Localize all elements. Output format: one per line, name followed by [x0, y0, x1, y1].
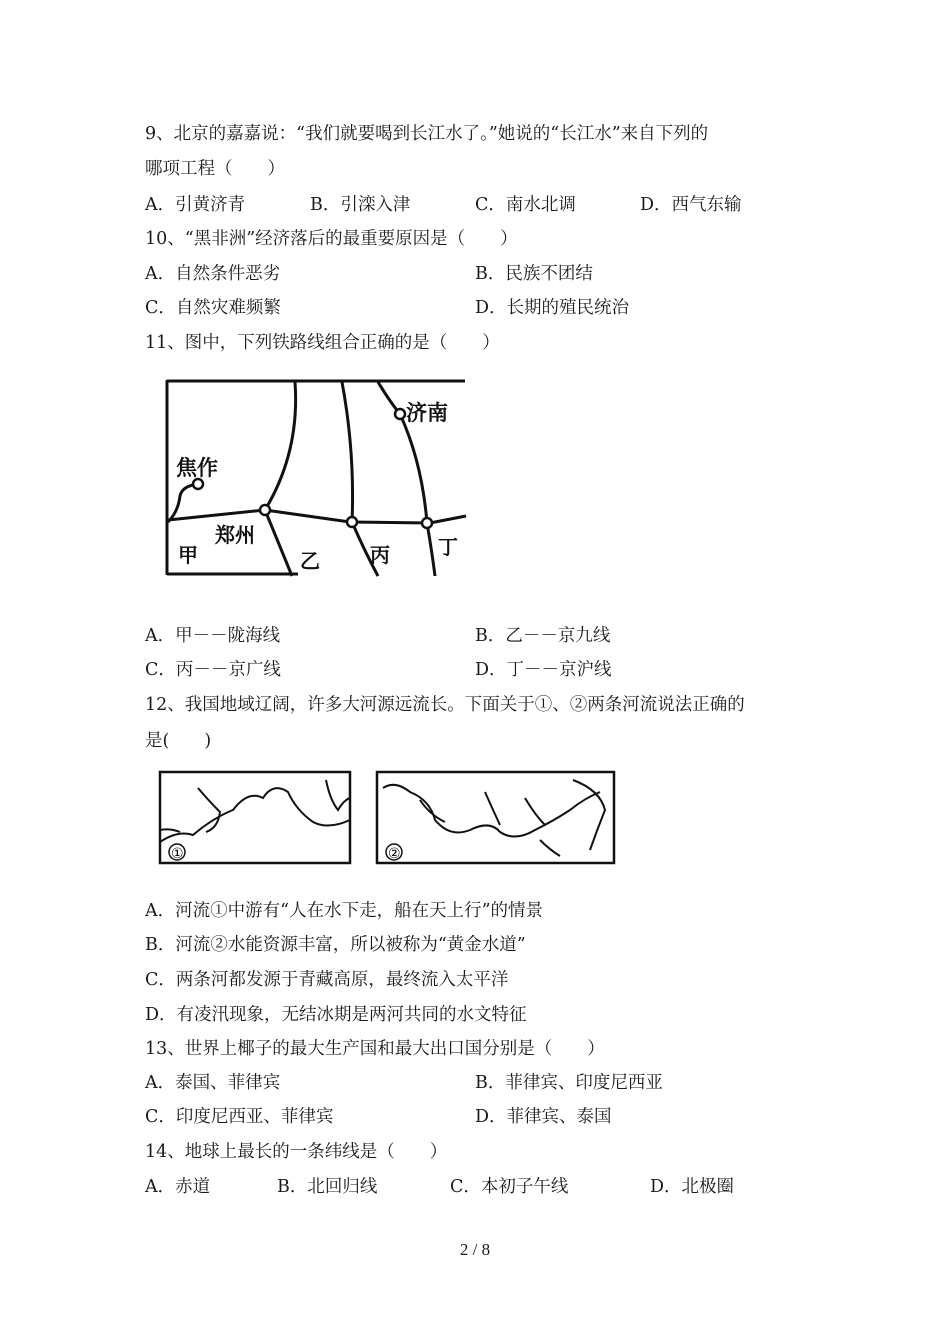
map-label-ding: 丁	[438, 535, 458, 559]
q13-option-a: A．泰国、菲律宾	[145, 1073, 281, 1093]
q9-option-c: C．南水北调	[475, 195, 576, 215]
map-label-zhengzhou: 郑州	[215, 523, 255, 547]
q10-option-a: A．自然条件恶劣	[145, 264, 281, 284]
q13-stem: 13、世界上椰子的最大生产国和最大出口国分别是（ ）	[145, 1039, 605, 1059]
map-label-bing: 丙	[370, 543, 390, 567]
page-number: 2 / 8	[459, 1240, 491, 1259]
q14-option-c: C．本初子午线	[450, 1177, 569, 1197]
map-label-jiaozuo: 焦作	[176, 456, 218, 480]
q10-option-d: D．长期的殖民统治	[475, 298, 630, 318]
q9-option-a: A．引黄济青	[145, 195, 246, 215]
q12-option-b: B．河流②水能资源丰富，所以被称为“黄金水道”	[145, 935, 526, 955]
q12-option-c: C．两条河都发源于青藏高原，最终流入太平洋	[145, 970, 509, 990]
junction-station-ding	[422, 518, 432, 528]
river-map-1	[158, 770, 353, 866]
q14-option-b: B．北回归线	[277, 1177, 378, 1197]
q9-option-d: D．西气东输	[640, 195, 742, 215]
q12-stem-line2: 是( )	[145, 731, 212, 751]
q10-stem: 10、“黑非洲”经济落后的最重要原因是（ ）	[145, 229, 518, 249]
map-label-yi: 乙	[300, 549, 320, 573]
map-label-jinan: 济南	[406, 401, 448, 425]
river-map-1-label: ①	[171, 846, 184, 862]
river-map-2-label: ②	[388, 846, 401, 862]
q11-option-c: C．丙－－京广线	[145, 660, 281, 680]
q10-option-b: B．民族不团结	[475, 264, 593, 284]
q12-option-d: D．有凌汛现象，无结冰期是两河共同的水文特征	[145, 1005, 527, 1025]
jiaozuo-station	[193, 479, 203, 489]
q11-stem: 11、图中，下列铁路线组合正确的是（ ）	[145, 333, 500, 353]
railway-map	[160, 372, 470, 578]
q9-stem-line2: 哪项工程（ ）	[145, 159, 285, 179]
junction-station-bing	[347, 517, 357, 527]
q10-option-c: C．自然灾难频繁	[145, 298, 281, 318]
q11-option-d: D．丁－－京沪线	[475, 660, 612, 680]
q9-option-b: B．引滦入津	[310, 195, 411, 215]
q14-stem: 14、地球上最长的一条纬线是（ ）	[145, 1142, 448, 1162]
q13-option-c: C．印度尼西亚、菲律宾	[145, 1107, 334, 1127]
q11-option-a: A．甲－－陇海线	[145, 626, 281, 646]
map-label-jia: 甲	[178, 543, 198, 567]
q14-option-a: A．赤道	[145, 1177, 211, 1197]
q13-option-b: B．菲律宾、印度尼西亚	[475, 1073, 663, 1093]
q13-option-d: D．菲律宾、泰国	[475, 1107, 612, 1127]
zhengzhou-station	[260, 505, 270, 515]
q14-option-d: D．北极圈	[650, 1177, 735, 1197]
q11-option-b: B．乙－－京九线	[475, 626, 611, 646]
jinan-station	[395, 409, 405, 419]
q12-stem-line1: 12、我国地域辽阔，许多大河源远流长。下面关于①、②两条河流说法正确的	[145, 695, 745, 715]
q12-option-a: A．河流①中游有“人在水下走，船在天上行”的情景	[145, 901, 544, 921]
river-map-2	[375, 770, 618, 866]
q9-stem-line1: 9、北京的嘉嘉说：“我们就要喝到长江水了。”她说的“长江水”来自下列的	[145, 124, 709, 144]
jingguang-rail-line	[265, 382, 296, 576]
